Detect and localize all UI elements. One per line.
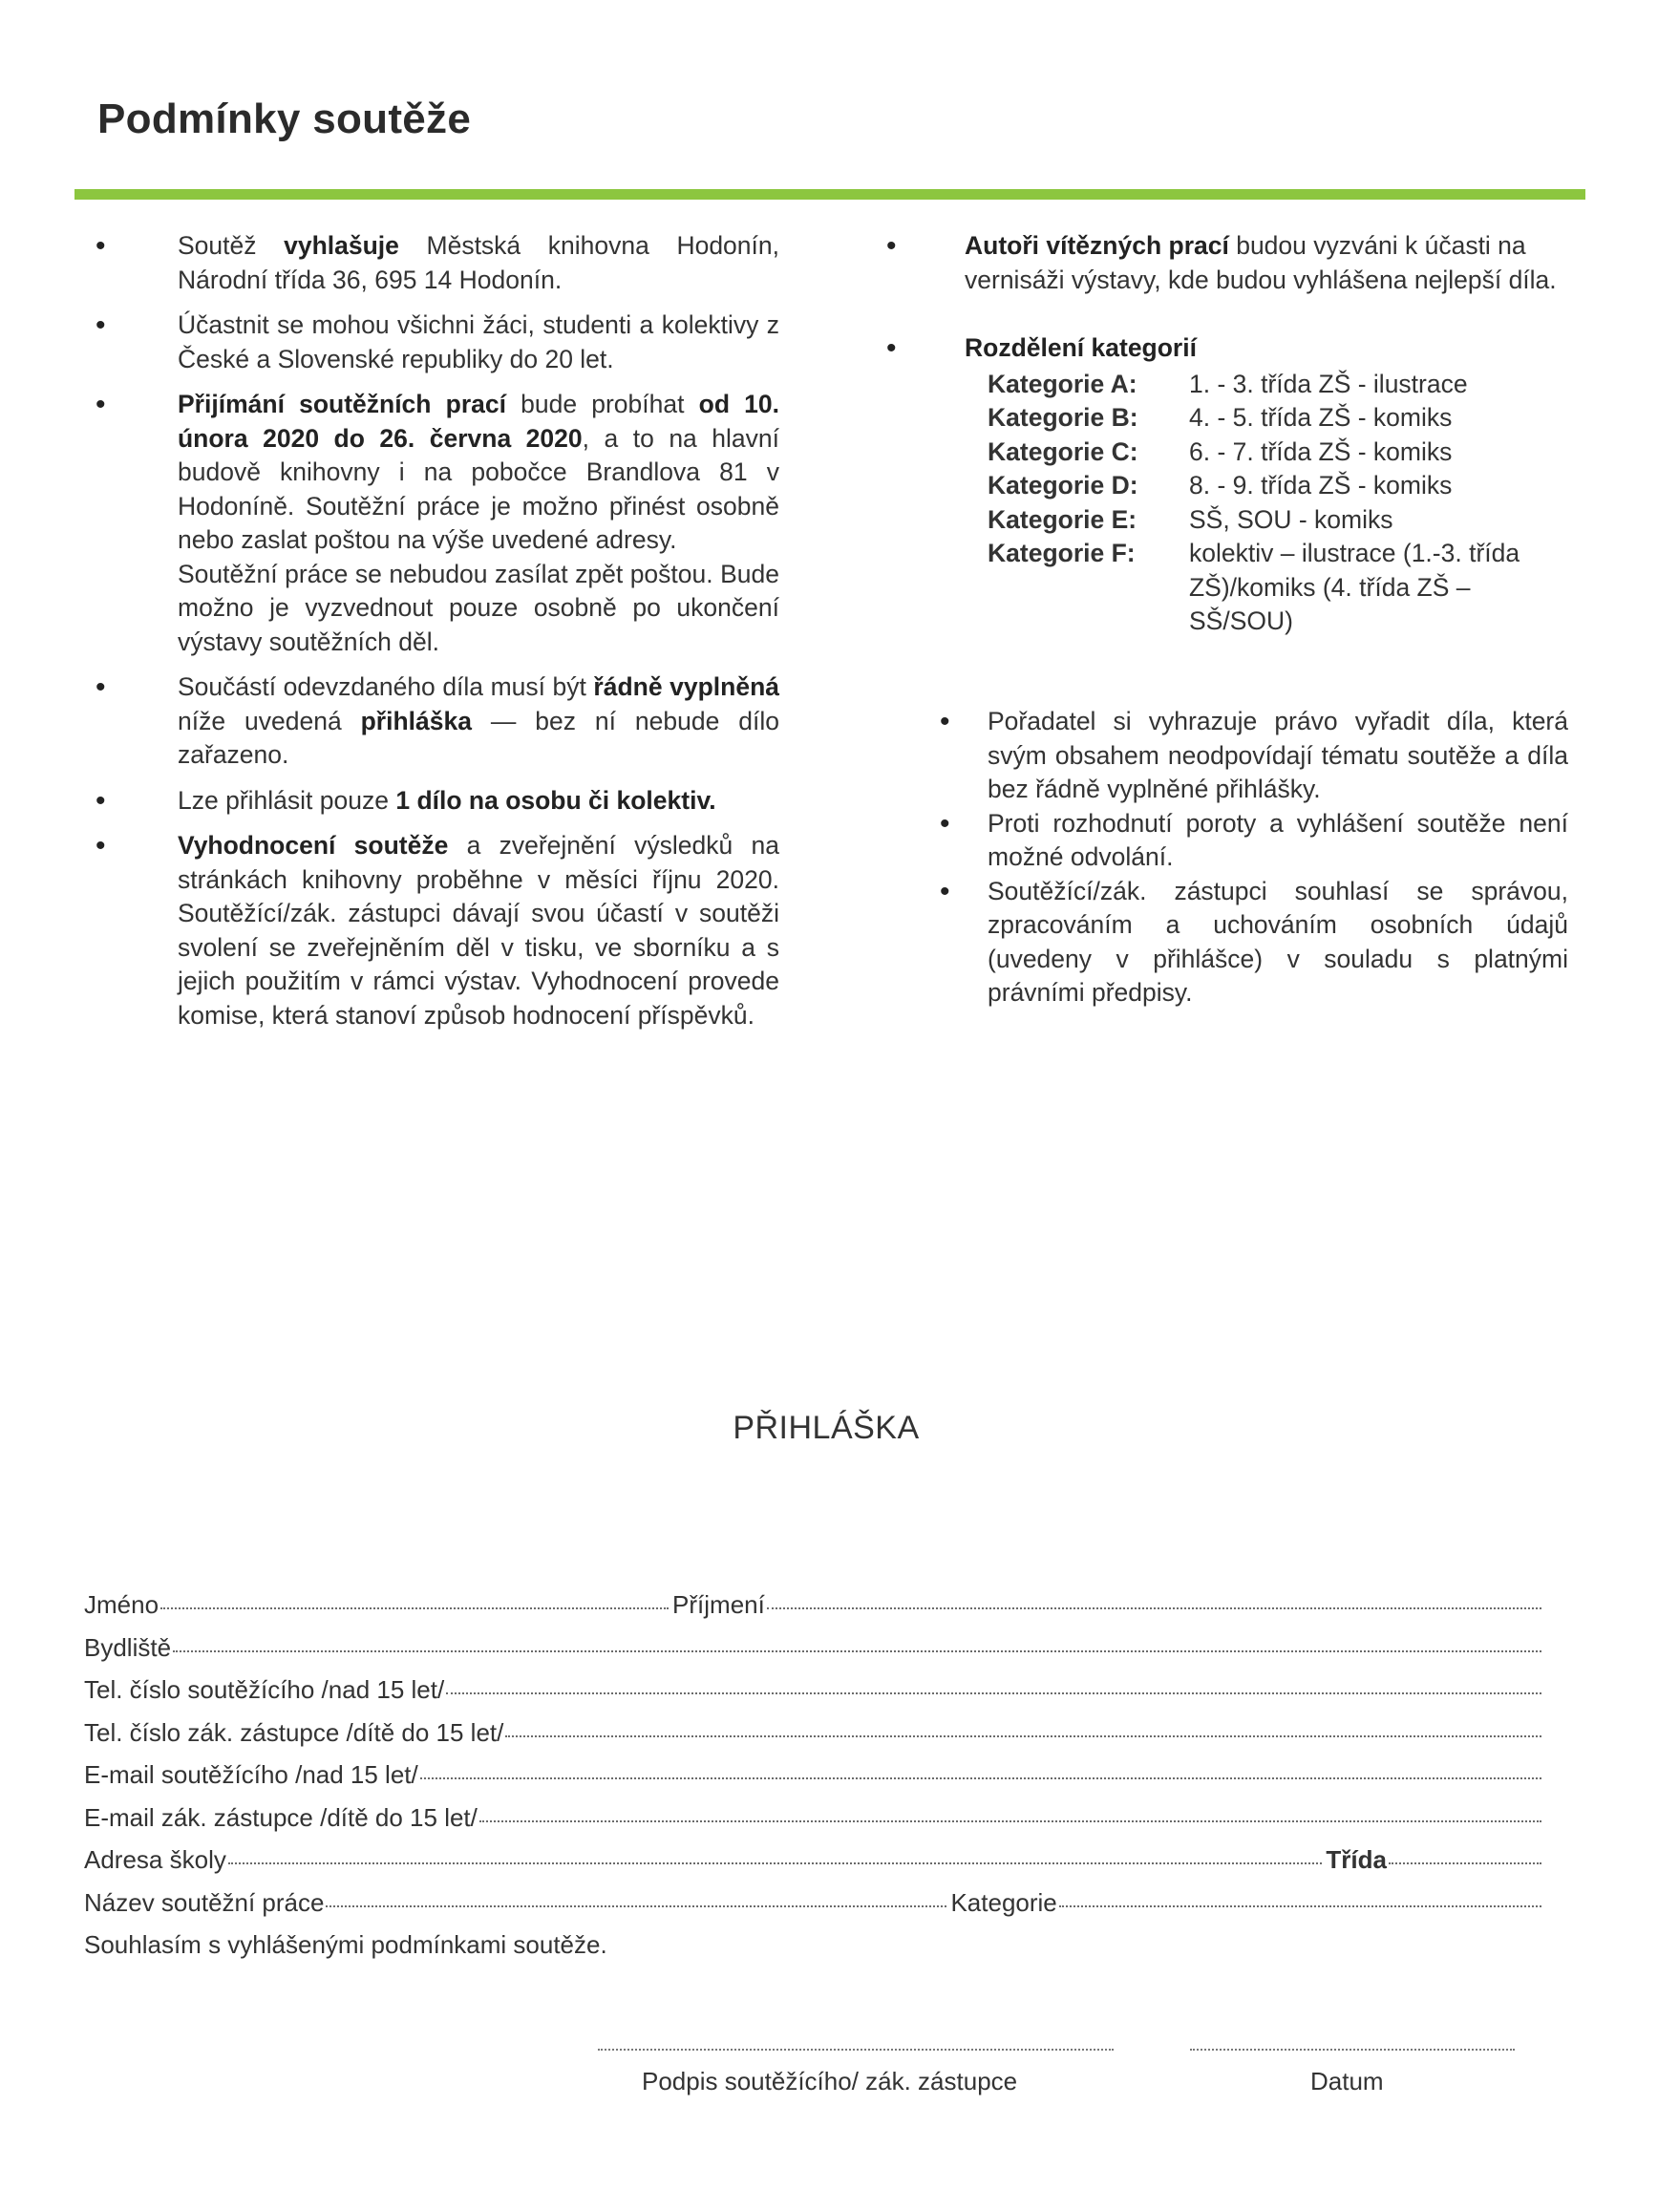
condition-item [178, 388, 779, 659]
text: Lze přihlásit pouze [178, 785, 396, 815]
form-row-email-guardian [84, 1803, 1545, 1846]
class-field[interactable] [1389, 1861, 1541, 1864]
page-title: Podmínky soutěže [97, 96, 472, 142]
category-description: 4. - 5. třída ZŠ - komiks [1189, 403, 1453, 432]
conditions-left-column [178, 229, 779, 1044]
bold-text: Přijímání soutěžních prací [178, 390, 506, 418]
form-row-email-contestant [84, 1760, 1545, 1803]
phone-guardian-label: Tel. číslo zák. zástupce /dítě do 15 let/ [84, 1717, 504, 1747]
date-label: Datum [1310, 2067, 1384, 2095]
email-contestant-label: E-mail soutěžícího /nad 15 let/ [84, 1760, 418, 1789]
condition-item [178, 829, 779, 1032]
category-description: SŠ, SOU - komiks [1189, 504, 1393, 534]
category-name: Kategorie B: [988, 403, 1138, 432]
bold-text: Vyhodnocení soutěže [178, 831, 449, 860]
categories-item [965, 331, 1566, 639]
green-divider [74, 189, 1585, 200]
conditions-right-column-lower [988, 705, 1568, 1010]
school-address-field[interactable] [228, 1861, 1323, 1864]
category-name: Kategorie D: [988, 471, 1138, 500]
first-name-label: Jméno [84, 1590, 159, 1619]
category-name: Kategorie A: [988, 369, 1137, 398]
email-contestant-field[interactable] [420, 1776, 1541, 1779]
text: níže uvedená [178, 706, 361, 735]
category-row [988, 503, 1566, 538]
category-description: 1. - 3. třída ZŠ - ilustrace [1189, 369, 1468, 398]
category-row [988, 368, 1566, 402]
category-label: Kategorie [950, 1887, 1057, 1917]
condition-item: • Pořadatel si vyhrazuje právo vyřadit díla, která svým obsahem neodpovídají tématu soutěže a díla bez řádně vyplněné přihlášky. [988, 705, 1568, 807]
email-guardian-field[interactable] [479, 1819, 1541, 1822]
category-name: Kategorie F: [988, 539, 1136, 567]
categories-heading: Rozdělení kategorií [965, 333, 1197, 362]
text: — bez ní nebude dílo zařazeno. [178, 706, 779, 769]
consent-text: Souhlasím s vyhlášenými podmínkami soutěže. [84, 1930, 607, 1959]
form-row-work [84, 1888, 1545, 1931]
bold-text: vyhlašuje [284, 231, 399, 260]
work-title-label: Název soutěžní práce [84, 1887, 325, 1917]
date-field[interactable] [1190, 2048, 1515, 2051]
category-row [988, 436, 1566, 470]
condition-item: • Proti rozhodnutí poroty a vyhlášení soutěže není možné odvolání. [988, 807, 1568, 875]
form-row-residence [84, 1633, 1545, 1676]
form-row-consent [84, 1930, 1545, 1973]
conditions-right-column [965, 229, 1566, 639]
bold-text: Autoři vítězných prací [965, 231, 1229, 260]
bold-text: řádně vyplněná [593, 672, 779, 701]
category-name: Kategorie E: [988, 504, 1137, 534]
category-name: Kategorie C: [988, 436, 1138, 466]
email-guardian-label: E-mail zák. zástupce /dítě do 15 let/ [84, 1802, 478, 1832]
last-name-field[interactable] [767, 1606, 1541, 1609]
form-row-phone-guardian [84, 1718, 1545, 1761]
condition-item [178, 308, 779, 376]
conditions-list-left [178, 229, 779, 1032]
text: Soutěž [178, 231, 285, 260]
signature-field[interactable] [598, 2048, 1114, 2051]
category-row [988, 537, 1566, 639]
work-title-field[interactable] [326, 1904, 946, 1907]
text: a zveřejnění výsledků na stránkách knihovny proběhne v měsíci říjnu 2020. Soutěžící/zák. zástupci dávají svou účastí v soutěži svolení se zveřejněním děl v tisku, ve sborníku a s jejich použitím v rámci výstav. Vyhodnocení provede komise, která stanoví způsob hodnocení příspěvků. [178, 831, 779, 1030]
category-description: 8. - 9. třída ZŠ - komiks [1189, 471, 1453, 500]
phone-guardian-field[interactable] [505, 1734, 1541, 1737]
form-row-phone-contestant [84, 1675, 1545, 1718]
bold-text: 1 dílo na osobu či kolektiv. [395, 785, 716, 815]
condition-item [178, 784, 779, 819]
condition-item [178, 670, 779, 773]
signature-label: Podpis soutěžícího/ zák. zástupce [642, 2067, 1018, 2095]
conditions-list-right [988, 705, 1568, 1010]
last-name-label: Příjmení [672, 1590, 765, 1619]
application-form [84, 1590, 1545, 1973]
text: , a to na hlavní budově knihovny i na pobočce Brandlova 81 v Hodoníně. Soutěžní práce je možno přinést osobně nebo zaslat poštou na výše uvedené adresy. [178, 423, 779, 554]
condition-item: • Soutěžící/zák. zástupci souhlasí se správou, zpracováním a uchováním osobních údajů (uvedeny v přihlášce) v souladu s platnými právními předpisy. [988, 875, 1568, 1010]
category-field[interactable] [1059, 1904, 1541, 1907]
text: Účastnit se mohou všichni žáci, studenti a kolektivy z České a Slovenské republiky do 20 let. [178, 310, 779, 373]
text: Městská knihovna Hodonín, Národní třída 36, 695 14 Hodonín. [178, 231, 779, 294]
form-row-school [84, 1845, 1545, 1888]
phone-contestant-field[interactable] [446, 1691, 1541, 1694]
text: bude probíhat [505, 390, 699, 418]
residence-field[interactable] [173, 1649, 1541, 1652]
application-form-title: PŘIHLÁŠKA [733, 1410, 920, 1446]
text: Součástí odevzdaného díla musí být [178, 672, 594, 701]
bold-text: přihláška [360, 706, 472, 735]
bold-text: od 10. února 2020 do 26. června 2020 [178, 390, 780, 453]
category-row [988, 401, 1566, 436]
winners-item [965, 229, 1566, 297]
category-description: 6. - 7. třída ZŠ - komiks [1189, 436, 1453, 466]
class-label: Třída [1326, 1845, 1387, 1874]
first-name-field[interactable] [160, 1606, 669, 1609]
category-description: kolektiv – ilustrace (1.-3. třída ZŠ)/komiks (4. třída ZŠ – SŠ/SOU) [1189, 539, 1520, 635]
category-row [988, 469, 1566, 503]
condition-item [178, 229, 779, 297]
phone-contestant-label: Tel. číslo soutěžícího /nad 15 let/ [84, 1675, 445, 1704]
text: budou vyzváni k účasti na vernisáži výstavy, kde budou vyhlášena nejlepší díla. [965, 231, 1557, 294]
form-row-name [84, 1590, 1545, 1633]
categories-table [988, 368, 1566, 639]
residence-label: Bydliště [84, 1632, 172, 1662]
school-address-label: Adresa školy [84, 1845, 226, 1874]
text: Soutěžní práce se nebudou zasílat zpět poštou. Bude možno je vyzvednout pouze osobně po ukončení výstavy soutěžních děl. [178, 559, 779, 656]
